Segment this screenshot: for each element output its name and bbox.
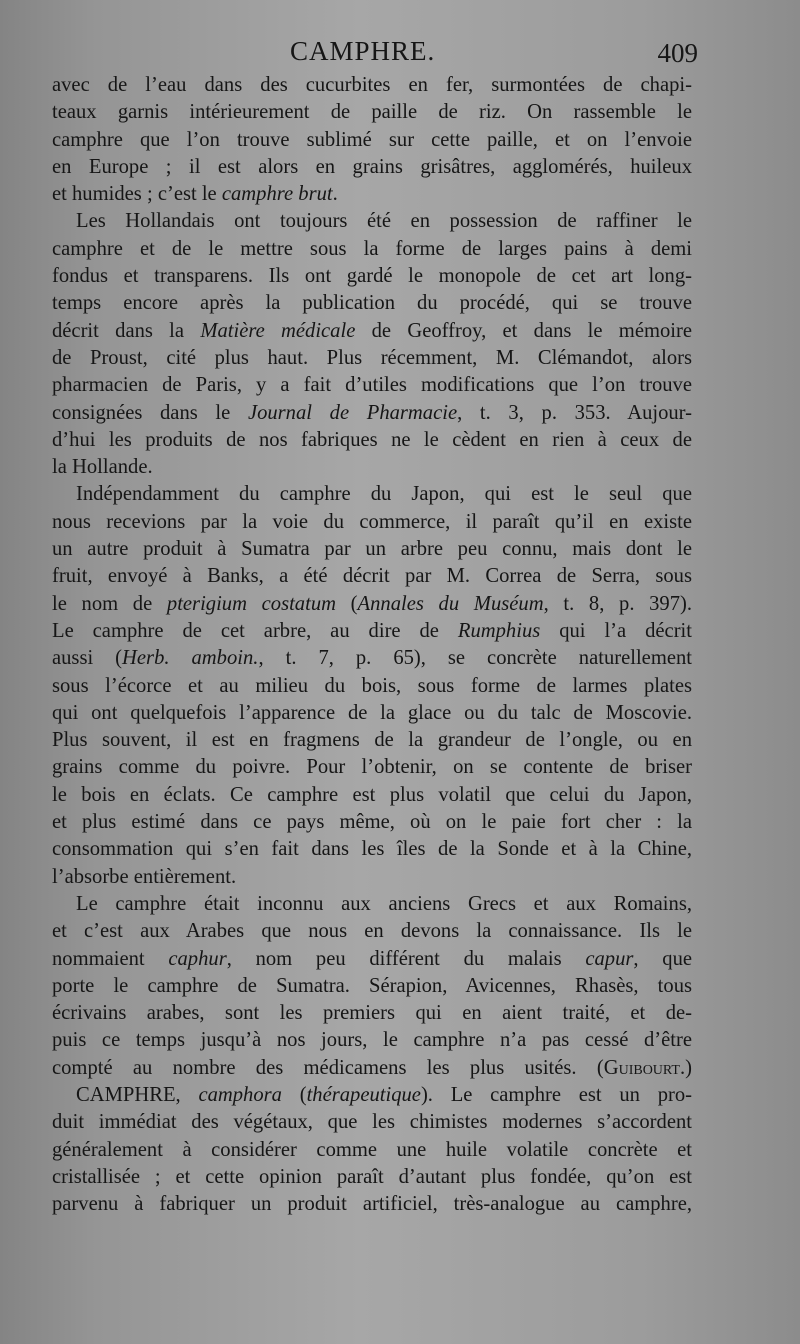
italic-text: Annales du Muséum: [357, 592, 544, 615]
italic-text: Rumphius: [457, 619, 541, 642]
text-line: [52, 372, 692, 399]
text-segment: puis ce temps jusqu’à nos jours, le camphre n’a pas cessé d’être: [52, 1029, 692, 1052]
text-segment: consignées dans le: [52, 401, 248, 424]
text-segment: camphre et de le mettre sous la forme de larges pains à demi: [52, 237, 692, 260]
text-segment: l’absorbe entièrement.: [52, 865, 237, 888]
text-segment: parvenu à fabriquer un produit artificiel, très-analogue au camphre,: [52, 1193, 692, 1216]
text-line: [52, 1027, 692, 1054]
text-segment: décrit dans la: [52, 319, 201, 342]
author-name: Guibourt: [603, 1056, 680, 1079]
text-line: [52, 836, 692, 863]
text-segment: et humides ; c’est le: [52, 183, 222, 206]
text-line: [52, 782, 692, 809]
text-segment: CAMPHRE,: [76, 1083, 199, 1106]
italic-text: Matière médicale: [200, 319, 356, 342]
text-segment: et c’est aux Arabes que nous en devons la connaissance. Ils le: [52, 920, 692, 943]
text-segment: duit immédiat des végétaux, que les chimistes modernes s’accordent: [52, 1111, 692, 1134]
text-segment: qui l’a décrit: [540, 619, 692, 642]
text-line: [52, 973, 692, 1000]
text-segment: camphre que l’on trouve sublimé sur cette paille, et on l’envoie: [52, 128, 692, 151]
text-line: [52, 236, 692, 263]
text-line: [52, 263, 692, 290]
text-line: [52, 427, 692, 454]
text-segment: en Europe ; il est alors en grains grisâtres, agglomérés, huileux: [52, 155, 692, 178]
text-line: [52, 181, 692, 208]
text-line: [52, 127, 692, 154]
text-segment: de Proust, cité plus haut. Plus récemment, M. Clémandot, alors: [52, 346, 692, 369]
text-segment: de Geoffroy, et dans le mémoire: [355, 319, 692, 342]
text-segment: le bois en éclats. Ce camphre est plus volatil que celui du Japon,: [52, 783, 692, 806]
italic-text: capur: [585, 947, 634, 970]
text-segment: , t. 7, p. 65), se concrète naturellement: [258, 647, 693, 670]
text-segment: , t. 3, p. 353. Aujour-: [457, 401, 692, 424]
text-line: [52, 754, 692, 781]
text-segment: compté au nombre des médicamens les plus usités. (: [52, 1056, 604, 1079]
page-title: CAMPHRE.: [290, 36, 436, 66]
text-line: [52, 154, 692, 181]
text-line: [52, 563, 692, 590]
text-segment: nous recevions par la voie du commerce, il paraît qu’il en existe: [52, 510, 692, 533]
text-segment: avec de l’eau dans des cucurbites en fer, surmontées de chapi-: [52, 74, 692, 96]
page-number: 409: [657, 38, 698, 68]
text-line: [52, 290, 692, 317]
text-line: [52, 208, 692, 235]
text-segment: (: [336, 592, 358, 615]
text-line: [52, 1082, 692, 1109]
text-segment: (: [281, 1083, 307, 1106]
text-segment: Le camphre était inconnu aux anciens Grecs et aux Romains,: [76, 892, 692, 915]
text-line: [52, 345, 692, 372]
text-segment: Le camphre de cet arbre, au dire de: [52, 619, 458, 642]
running-head: [52, 30, 698, 70]
text-line: [52, 481, 692, 508]
text-line: [52, 809, 692, 836]
text-segment: et plus estimé dans ce pays même, où on le paie fort cher : la: [52, 811, 692, 834]
text-line: [52, 1191, 692, 1218]
text-segment: , que: [633, 947, 692, 970]
italic-text: Journal de Pharmacie: [247, 401, 458, 424]
text-segment: Plus souvent, il est en fragmens de la grandeur de l’ongle, ou en: [52, 729, 692, 752]
text-segment: pharmacien de Paris, y a fait d’utiles modifications que l’on trouve: [52, 374, 692, 397]
text-segment: teaux garnis intérieurement de paille de riz. On rassemble le: [52, 101, 692, 124]
text-segment: nommaient: [52, 947, 169, 970]
text-line: [52, 918, 692, 945]
text-line: [52, 673, 692, 700]
italic-text: camphora: [198, 1083, 282, 1106]
text-segment: sous l’écorce et au milieu du bois, sous forme de larmes plates: [52, 674, 692, 697]
text-line: [52, 618, 692, 645]
text-line: [52, 645, 692, 672]
text-line: [52, 1000, 692, 1027]
text-segment: fruit, envoyé à Banks, a été décrit par M. Correa de Serra, sous: [52, 565, 692, 588]
text-line: [52, 400, 692, 427]
text-line: [52, 1137, 692, 1164]
text-line: [52, 1055, 692, 1082]
body-text: [52, 72, 692, 1218]
text-line: [52, 864, 692, 891]
text-line: [52, 700, 692, 727]
text-segment: , nom peu différent du malais: [226, 947, 586, 970]
text-segment: .: [332, 183, 338, 206]
text-segment: le nom de: [52, 592, 167, 615]
text-segment: .): [679, 1056, 692, 1079]
text-segment: cristallisée ; et cette opinion paraît d’autant plus fondée, qu’on est: [52, 1165, 692, 1188]
text-line: [52, 536, 692, 563]
text-line: [52, 591, 692, 618]
text-line: [52, 454, 692, 481]
text-line: [52, 72, 692, 99]
text-line: [52, 946, 692, 973]
italic-text: thérapeutique: [306, 1083, 421, 1106]
text-segment: un autre produit à Sumatra par un arbre peu connu, mais dont le: [52, 538, 692, 561]
text-segment: d’hui les produits de nos fabriques ne le cèdent en rien à ceux de: [52, 428, 692, 451]
text-segment: Indépendamment du camphre du Japon, qui est le seul que: [76, 483, 692, 506]
text-line: [52, 509, 692, 536]
italic-text: pterigium costatum: [166, 592, 336, 615]
text-segment: ). Le camphre est un pro-: [420, 1083, 693, 1106]
text-segment: temps encore après la publication du procédé, qui se trouve: [52, 292, 692, 315]
italic-text: camphre brut: [221, 183, 333, 206]
text-segment: consommation qui s’en fait dans les îles de la Sonde et à la Chine,: [52, 838, 692, 861]
text-line: [52, 1164, 692, 1191]
text-line: [52, 727, 692, 754]
italic-text: caphur: [168, 947, 227, 970]
text-segment: , t. 8, p. 397).: [543, 592, 693, 615]
text-line: [52, 1109, 692, 1136]
text-line: [52, 891, 692, 918]
text-segment: écrivains arabes, sont les premiers qui en aient traité, et de-: [52, 1002, 692, 1025]
text-segment: Les Hollandais ont toujours été en possession de raffiner le: [76, 210, 692, 233]
text-segment: qui ont quelquefois l’apparence de la glace ou du talc de Moscovie.: [52, 701, 692, 724]
text-segment: porte le camphre de Sumatra. Sérapion, Avicennes, Rhasès, tous: [52, 974, 692, 997]
text-line: [52, 318, 692, 345]
text-segment: généralement à considérer comme une huile volatile concrète et: [52, 1138, 692, 1161]
text-segment: aussi (: [52, 647, 123, 670]
italic-text: Herb. amboin.: [122, 647, 259, 670]
text-line: [52, 99, 692, 126]
text-segment: la Hollande.: [52, 456, 153, 479]
text-segment: grains comme du poivre. Pour l’obtenir, on se contente de briser: [52, 756, 692, 779]
text-segment: fondus et transparens. Ils ont gardé le monopole de cet art long-: [52, 265, 692, 288]
